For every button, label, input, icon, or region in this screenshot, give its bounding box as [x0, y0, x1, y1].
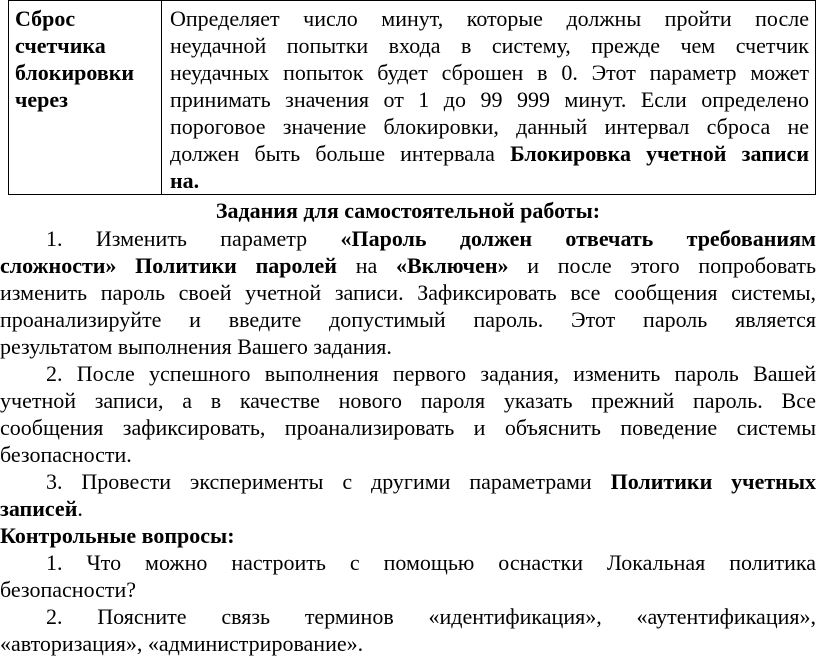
task-2-line: 2. После успешного выполнения первого задания, изменить пароль Вашей — [46, 361, 816, 386]
parameter-table — [8, 0, 816, 195]
parameter-description-cell — [162, 1, 816, 195]
task-3-line: записей. — [0, 496, 83, 521]
parameter-name-cell — [9, 1, 162, 195]
task-1-line: сложности» Политики паролей на «Включен» и после этого попробовать — [0, 253, 816, 278]
parameter-name-line: блокировки — [15, 60, 135, 85]
task-2-line: безопасности. — [0, 442, 132, 467]
description-text: должен быть больше интервала — [170, 141, 511, 166]
question-2-line: 2. Поясните связь терминов «идентификация», «аутентификация», — [46, 604, 816, 629]
task-1-line: результатом выполнения Вашего задания. — [0, 334, 392, 359]
description-line: принимать значения от 1 до 99 999 минут. Если определено — [170, 87, 809, 112]
parameter-name-line: счетчика — [15, 33, 106, 58]
description-line: пороговое значение блокировки, данный интервал сброса не — [170, 114, 809, 139]
tasks-heading: Задания для самостоятельной работы: — [215, 198, 601, 223]
description-line: неудачных попыток будет сброшен в 0. Этот параметр может — [170, 60, 809, 85]
table-row — [9, 1, 816, 195]
description-line: Определяет число минут, которые должны пройти после — [170, 6, 809, 31]
description-bold-term: на. — [170, 168, 200, 193]
questions-heading: Контрольные вопросы: — [0, 523, 235, 548]
question-1-line: безопасности? — [0, 577, 137, 602]
task-1-line: изменить пароль своей учетной записи. Зафиксировать все сообщения системы, — [0, 280, 816, 305]
description-line — [170, 167, 809, 194]
parameter-name-line: через — [15, 87, 69, 112]
task-1-line: проанализируйте и введите допустимый пароль. Этот пароль является — [0, 307, 816, 332]
description-bold-term: Блокировка учетной записи — [510, 141, 809, 166]
task-2-line: сообщения зафиксировать, проанализировать и объяснить поведение системы — [0, 415, 816, 440]
task-1-line: 1. Изменить параметр «Пароль должен отвечать требованиям — [46, 226, 816, 251]
description-line: неудачной попытки входа в систему, прежде чем счетчик — [170, 33, 809, 58]
description-line — [170, 140, 809, 167]
task-3-line: 3. Провести эксперименты с другими параметрами Политики учетных — [46, 469, 816, 494]
question-1-line: 1. Что можно настроить с помощью оснастки Локальная политика — [46, 550, 816, 575]
question-2-line: «авторизация», «администрирование». — [0, 631, 364, 656]
parameter-name-line: Сброс — [15, 6, 76, 31]
task-2-line: учетной записи, а в качестве нового пароля указать прежний пароль. Все — [0, 388, 816, 413]
